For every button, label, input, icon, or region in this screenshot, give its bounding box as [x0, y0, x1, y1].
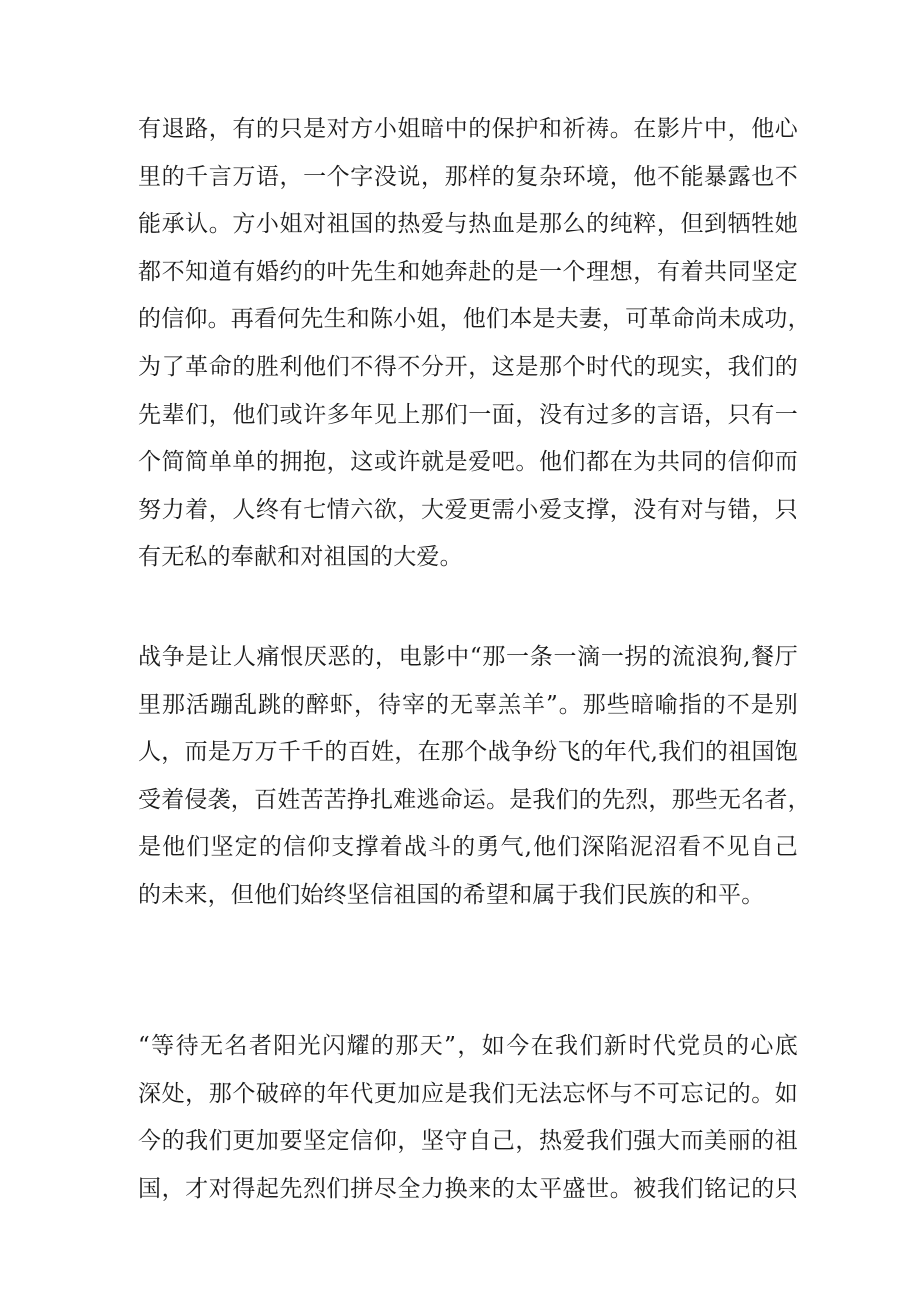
- text-line: 今的我们更加要坚定信仰，坚守自己，热爱我们强大而美丽的祖: [138, 1128, 798, 1155]
- text-line: 深处，那个破碎的年代更加应是我们无法忘怀与不可忘记的。如: [138, 1080, 798, 1107]
- text-line: 有退路，有的只是对方小姐暗中的保护和祈祷。在影片中，他心: [138, 116, 798, 142]
- text-line: 先辈们，他们或许多年见上那们一面，没有过多的言语，只有一: [138, 401, 798, 428]
- paragraph-3: [138, 1023, 798, 1213]
- text-line: 是他们坚定的信仰支撑着战斗的勇气,他们深陷泥沼看不见自己: [138, 834, 798, 861]
- text-line: 都不知道有婚约的叶先生和她奔赴的是一个理想，有着共同坚定: [138, 258, 798, 285]
- paragraph-2: [138, 634, 811, 920]
- text-line: 的未来，但他们始终坚信祖国的希望和属于我们民族的和平。: [138, 881, 765, 908]
- text-line: 为了革命的胜利他们不得不分开，这是那个时代的现实，我们的: [138, 353, 798, 380]
- text-line: 能承认。方小姐对祖国的热爱与热血是那么的纯粹，但到牺牲她: [138, 211, 798, 238]
- text-line: 里那活蹦乱跳的醉虾，待宰的无辜羔羊”。那些暗喻指的不是别: [138, 691, 798, 718]
- text-line: 努力着，人终有七情六欲，大爱更需小爱支撑，没有对与错，只: [138, 496, 798, 523]
- text-line: 国，才对得起先烈们拼尽全力换来的太平盛世。被我们铭记的只: [138, 1175, 798, 1202]
- text-line: 个简简单单的拥抱，这或许就是爱吧。他们都在为共同的信仰而: [138, 449, 798, 476]
- text-line: 有无私的奉献和对祖国的大爱。: [138, 544, 463, 571]
- text-line: 战争是让人痛恨厌恶的，电影中“那一条一滴一拐的流浪狗,餐厅: [138, 644, 798, 670]
- text-line: “等待无名者阳光闪耀的那天”，如今在我们新时代党员的心底: [138, 1033, 798, 1059]
- paragraph-1: [138, 106, 811, 582]
- text-line: 里的千言万语，一个字没说，那样的复杂环境，他不能暴露也不: [138, 163, 798, 190]
- text-line: 人，而是万万千千的百姓，在那个战争纷飞的年代,我们的祖国饱: [138, 739, 798, 766]
- text-line: 的信仰。再看何先生和陈小姐，他们本是夫妻，可革命尚未成功，: [138, 306, 811, 333]
- text-line: 受着侵袭，百姓苦苦挣扎难逃命运。是我们的先烈，那些无名者，: [138, 786, 811, 813]
